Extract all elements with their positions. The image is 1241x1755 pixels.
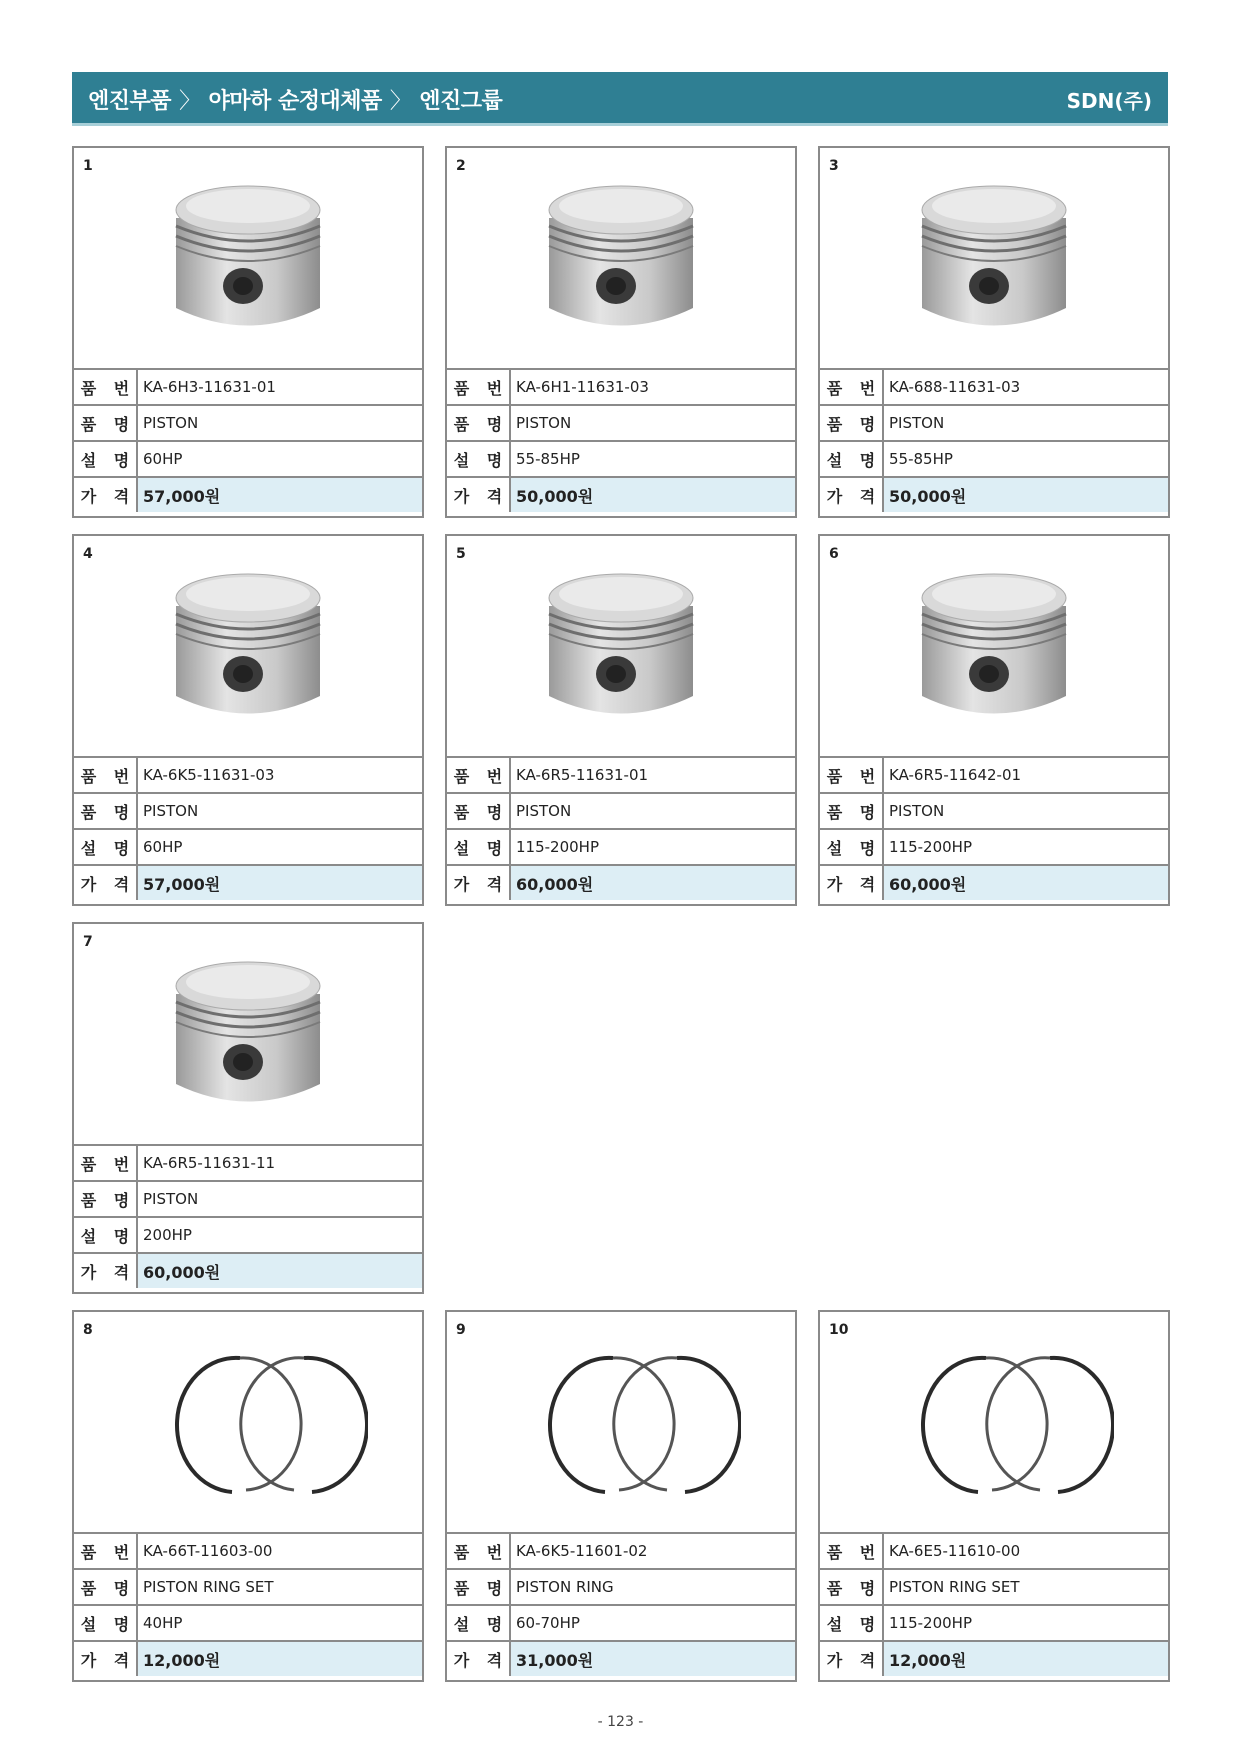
company-name: SDN(주) <box>1066 89 1152 113</box>
product-info-table <box>820 368 1168 512</box>
product-card <box>72 534 424 906</box>
product-card <box>445 146 797 518</box>
desc-value: 55-85HP <box>510 441 795 477</box>
desc-value: 60HP <box>137 829 422 865</box>
part-no-label: 품 번 <box>820 369 883 405</box>
price-row <box>447 865 795 900</box>
part-no-value: KA-688-11631-03 <box>883 369 1168 405</box>
product-number: 10 <box>829 1322 849 1338</box>
product-card <box>818 146 1170 518</box>
desc-value: 115-200HP <box>510 829 795 865</box>
product-number: 4 <box>83 546 93 562</box>
price-label: 가 격 <box>447 865 510 900</box>
product-card <box>72 922 424 1294</box>
price-value: 50,000원 <box>883 477 1168 512</box>
product-number: 2 <box>456 158 466 174</box>
price-row <box>820 1641 1168 1676</box>
name-value: PISTON RING SET <box>137 1569 422 1605</box>
name-label: 품 명 <box>74 405 137 441</box>
name-label: 품 명 <box>74 1569 137 1605</box>
price-label: 가 격 <box>74 1641 137 1676</box>
breadcrumb <box>88 84 502 115</box>
price-label: 가 격 <box>74 865 137 900</box>
price-label: 가 격 <box>74 1253 137 1288</box>
name-row <box>74 405 422 441</box>
product-image <box>820 148 1168 368</box>
desc-label: 설 명 <box>74 829 137 865</box>
product-number: 7 <box>83 934 93 950</box>
price-row <box>74 865 422 900</box>
price-value: 50,000원 <box>510 477 795 512</box>
name-value: PISTON <box>510 793 795 829</box>
desc-row <box>820 829 1168 865</box>
part-no-value: KA-6K5-11631-03 <box>137 757 422 793</box>
product-number: 1 <box>83 158 93 174</box>
price-row <box>74 477 422 512</box>
part-no-row <box>447 369 795 405</box>
product-image <box>74 148 422 368</box>
name-row <box>74 1569 422 1605</box>
part-no-label: 품 번 <box>447 1533 510 1569</box>
price-value: 12,000원 <box>137 1641 422 1676</box>
price-value: 60,000원 <box>883 865 1168 900</box>
name-value: PISTON <box>137 405 422 441</box>
product-image <box>74 536 422 756</box>
desc-label: 설 명 <box>74 1217 137 1253</box>
price-label: 가 격 <box>447 1641 510 1676</box>
product-card <box>445 1310 797 1682</box>
name-row <box>74 1181 422 1217</box>
product-info-table <box>74 1532 422 1676</box>
name-label: 품 명 <box>447 1569 510 1605</box>
product-info-table <box>74 1144 422 1288</box>
product-number: 6 <box>829 546 839 562</box>
product-info-table <box>447 368 795 512</box>
name-value: PISTON <box>883 405 1168 441</box>
desc-row <box>447 1605 795 1641</box>
part-no-label: 품 번 <box>74 1533 137 1569</box>
price-value: 57,000원 <box>137 477 422 512</box>
desc-label: 설 명 <box>447 441 510 477</box>
desc-row <box>74 1217 422 1253</box>
desc-value: 55-85HP <box>883 441 1168 477</box>
name-label: 품 명 <box>74 1181 137 1217</box>
price-label: 가 격 <box>447 477 510 512</box>
part-no-value: KA-6H1-11631-03 <box>510 369 795 405</box>
part-no-label: 품 번 <box>447 369 510 405</box>
page-number: - 123 - <box>597 1714 644 1730</box>
product-info-table <box>820 1532 1168 1676</box>
name-row <box>447 793 795 829</box>
part-no-label: 품 번 <box>447 757 510 793</box>
name-row <box>74 793 422 829</box>
part-no-label: 품 번 <box>74 1145 137 1181</box>
name-row <box>820 1569 1168 1605</box>
name-row <box>820 793 1168 829</box>
part-no-row <box>447 757 795 793</box>
price-row <box>820 865 1168 900</box>
product-info-table <box>74 756 422 900</box>
part-no-label: 품 번 <box>74 757 137 793</box>
section-header <box>72 72 1168 126</box>
product-image <box>74 1312 422 1532</box>
breadcrumb-separator: 〉 <box>179 89 201 114</box>
price-value: 60,000원 <box>510 865 795 900</box>
price-value: 60,000원 <box>137 1253 422 1288</box>
product-info-table <box>447 756 795 900</box>
name-value: PISTON <box>510 405 795 441</box>
breadcrumb-item: 엔진그룹 <box>419 89 503 114</box>
desc-label: 설 명 <box>74 1605 137 1641</box>
price-value: 12,000원 <box>883 1641 1168 1676</box>
product-image <box>447 536 795 756</box>
product-image <box>74 924 422 1144</box>
desc-value: 60HP <box>137 441 422 477</box>
desc-value: 60-70HP <box>510 1605 795 1641</box>
product-image <box>820 536 1168 756</box>
part-no-value: KA-6K5-11601-02 <box>510 1533 795 1569</box>
name-row <box>820 405 1168 441</box>
part-no-value: KA-6R5-11631-01 <box>510 757 795 793</box>
desc-row <box>820 441 1168 477</box>
product-image <box>820 1312 1168 1532</box>
product-card <box>818 1310 1170 1682</box>
desc-value: 200HP <box>137 1217 422 1253</box>
name-label: 품 명 <box>447 793 510 829</box>
price-label: 가 격 <box>820 1641 883 1676</box>
price-label: 가 격 <box>820 477 883 512</box>
price-label: 가 격 <box>74 477 137 512</box>
product-card <box>445 534 797 906</box>
part-no-value: KA-66T-11603-00 <box>137 1533 422 1569</box>
product-number: 9 <box>456 1322 466 1338</box>
part-no-label: 품 번 <box>74 369 137 405</box>
breadcrumb-item: 야마하 순정대체품 <box>208 89 382 114</box>
product-info-table <box>74 368 422 512</box>
name-value: PISTON <box>137 1181 422 1217</box>
desc-value: 115-200HP <box>883 1605 1168 1641</box>
product-number: 8 <box>83 1322 93 1338</box>
breadcrumb-item: 엔진부품 <box>88 89 172 114</box>
desc-label: 설 명 <box>447 829 510 865</box>
name-value: PISTON RING <box>510 1569 795 1605</box>
name-label: 품 명 <box>447 405 510 441</box>
product-number: 5 <box>456 546 466 562</box>
desc-row <box>447 441 795 477</box>
name-label: 품 명 <box>820 1569 883 1605</box>
part-no-value: KA-6E5-11610-00 <box>883 1533 1168 1569</box>
desc-label: 설 명 <box>74 441 137 477</box>
part-no-row <box>820 369 1168 405</box>
product-card <box>72 146 424 518</box>
name-row <box>447 405 795 441</box>
part-no-label: 품 번 <box>820 1533 883 1569</box>
part-no-row <box>820 757 1168 793</box>
desc-label: 설 명 <box>820 1605 883 1641</box>
desc-row <box>820 1605 1168 1641</box>
product-info-table <box>447 1532 795 1676</box>
price-value: 57,000원 <box>137 865 422 900</box>
desc-row <box>74 441 422 477</box>
name-value: PISTON <box>137 793 422 829</box>
product-image <box>447 1312 795 1532</box>
price-row <box>74 1641 422 1676</box>
price-value: 31,000원 <box>510 1641 795 1676</box>
desc-label: 설 명 <box>820 441 883 477</box>
name-row <box>447 1569 795 1605</box>
breadcrumb-separator: 〉 <box>389 89 412 114</box>
part-no-row <box>820 1533 1168 1569</box>
desc-value: 40HP <box>137 1605 422 1641</box>
part-no-row <box>74 1145 422 1181</box>
price-label: 가 격 <box>820 865 883 900</box>
name-value: PISTON <box>883 793 1168 829</box>
product-info-table <box>820 756 1168 900</box>
desc-value: 115-200HP <box>883 829 1168 865</box>
desc-row <box>74 829 422 865</box>
part-no-row <box>74 369 422 405</box>
product-card <box>72 1310 424 1682</box>
part-no-row <box>74 1533 422 1569</box>
name-label: 품 명 <box>74 793 137 829</box>
desc-label: 설 명 <box>820 829 883 865</box>
part-no-label: 품 번 <box>820 757 883 793</box>
part-no-row <box>74 757 422 793</box>
desc-row <box>447 829 795 865</box>
part-no-value: KA-6R5-11642-01 <box>883 757 1168 793</box>
part-no-value: KA-6H3-11631-01 <box>137 369 422 405</box>
product-number: 3 <box>829 158 839 174</box>
name-label: 품 명 <box>820 405 883 441</box>
desc-row <box>74 1605 422 1641</box>
name-label: 품 명 <box>820 793 883 829</box>
price-row <box>74 1253 422 1288</box>
price-row <box>447 1641 795 1676</box>
part-no-value: KA-6R5-11631-11 <box>137 1145 422 1181</box>
product-card <box>818 534 1170 906</box>
product-image <box>447 148 795 368</box>
desc-label: 설 명 <box>447 1605 510 1641</box>
name-value: PISTON RING SET <box>883 1569 1168 1605</box>
part-no-row <box>447 1533 795 1569</box>
price-row <box>820 477 1168 512</box>
price-row <box>447 477 795 512</box>
